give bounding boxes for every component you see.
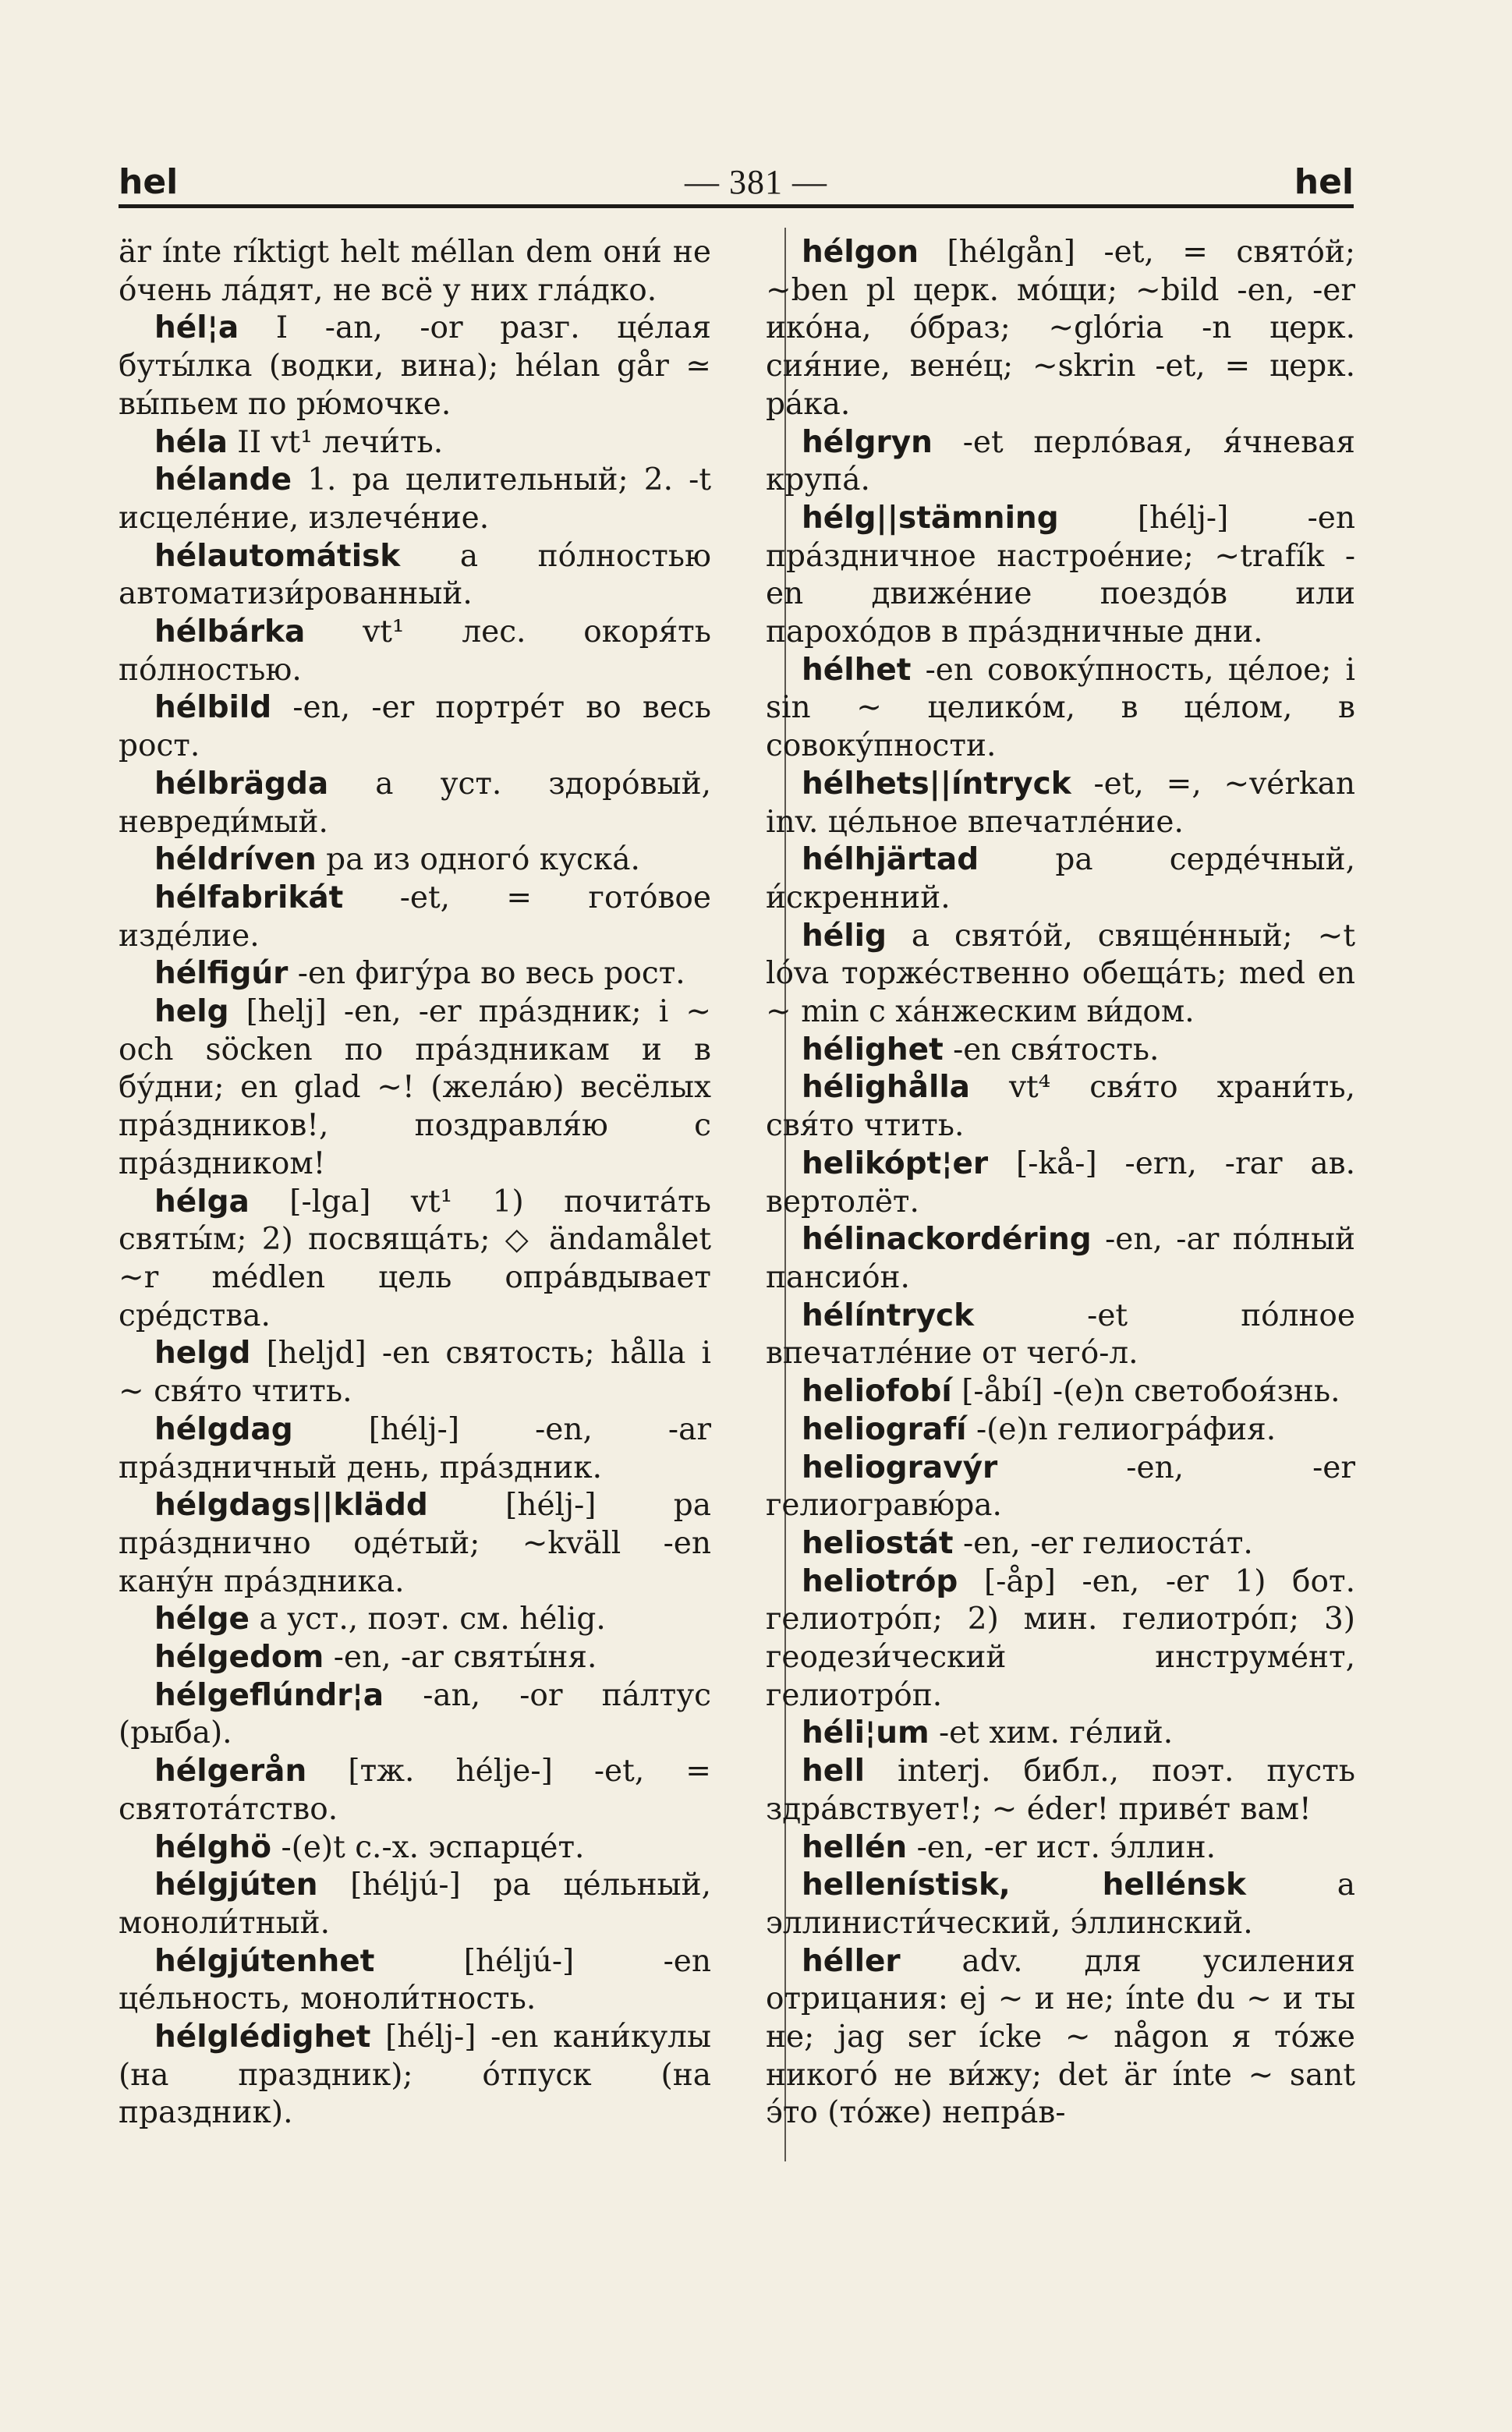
dictionary-entry	[766, 1563, 1355, 1715]
entry-headword: hélgryn	[802, 424, 933, 460]
entry-definition: är ínte ríktigt helt méllan dem они́ не о́чень ла́дят, не всё у них гла́дко.	[119, 235, 711, 308]
entry-definition: -en, -er портре́т во весь рост.	[119, 690, 711, 764]
dictionary-entry	[766, 1715, 1355, 1753]
dictionary-entry	[766, 1221, 1355, 1297]
dictionary-entry	[766, 424, 1355, 500]
entry-headword: heliofobí	[802, 1374, 952, 1410]
entry-headword: heliografí	[802, 1411, 967, 1447]
header-right-guideword: hel	[1294, 162, 1354, 202]
entry-headword: hell	[802, 1754, 865, 1789]
entry-definition: pa из одного́ куска́.	[316, 842, 640, 878]
entry-definition: [-åp] -en, -er 1) бот. гелиотро́п; 2) мин. гелиотро́п; 3) геодези́ческий инструме́нт, гелиотро́п.	[766, 1563, 1355, 1713]
header-rule	[119, 204, 1354, 208]
entry-headword: hélautomátisk	[154, 538, 401, 574]
dictionary-entry	[766, 1145, 1355, 1221]
entry-definition: -et по́лное впечатле́ние от чего́-л.	[766, 1297, 1355, 1372]
entry-headword: hélg||stämning	[802, 500, 1059, 536]
dictionary-entry	[766, 1032, 1355, 1070]
entry-definition: -en, -er гелиоста́т.	[953, 1525, 1253, 1561]
dictionary-entry	[119, 1829, 711, 1867]
dictionary-entry	[766, 1829, 1355, 1867]
entry-headword: hélfabrikát	[154, 880, 344, 915]
entry-headword: heliotróp	[802, 1563, 958, 1599]
dictionary-entry	[119, 1943, 711, 2019]
entry-definition: adv. для усиления отрицания: ej ~ и не; ínte du ~ и ты не; jag ser ícke ~ någon я то́же никого́ не ви́жу; det är ínte ~ sant э́то (то́же) непра́в-	[766, 1943, 1355, 2131]
entry-definition: [hélj-] pa пра́зднично оде́тый; ~kväll -en кану́н пра́здника.	[119, 1488, 711, 1599]
dictionary-entry	[119, 1867, 711, 1942]
entry-definition: [hélj-] -en, -ar пра́здничный день, пра́здник.	[119, 1411, 711, 1485]
entry-definition: [helj] -en, -er пра́здник; i ~ och söcken по пра́здникам и в бу́дни; en glad ~! (жела́ю) весёлых пра́здников!, поздравля́ю с пра́здником!	[119, 994, 711, 1181]
header-left-guideword: hel	[119, 162, 179, 202]
entry-definition: [heljd] -en святость; hålla i ~ свя́то чтить.	[119, 1336, 711, 1410]
entry-definition: II vt¹ лечи́ть.	[227, 424, 444, 460]
dictionary-entry	[766, 652, 1355, 766]
entry-headword: hélgedom	[154, 1640, 324, 1676]
entry-definition: vt⁴ свя́то храни́ть, свя́то чтить.	[766, 1070, 1355, 1144]
dictionary-entry	[119, 955, 711, 993]
entry-headword: hélhjärtad	[802, 842, 979, 878]
entry-definition: [héljú-] pa це́льный, моноли́тный.	[119, 1867, 711, 1941]
entry-headword: hélbárka	[154, 614, 306, 650]
dictionary-entry	[766, 1297, 1355, 1373]
dictionary-entry	[119, 462, 711, 537]
entry-definition: a уст. здоро́вый, невреди́мый.	[119, 766, 711, 840]
dictionary-entry	[119, 841, 711, 880]
dictionary-entry	[766, 1450, 1355, 1525]
dictionary-entry	[119, 1677, 711, 1753]
dictionary-entry	[766, 1753, 1355, 1828]
entry-headword: héla	[154, 424, 228, 460]
entry-headword: hélhets||íntryck	[802, 766, 1071, 802]
dictionary-entry	[119, 538, 711, 614]
dictionary-entry	[119, 614, 711, 689]
entry-definition: -en, -ar святы́ня.	[324, 1640, 597, 1676]
dictionary-entry	[119, 766, 711, 841]
dictionary-entry	[119, 424, 711, 462]
entry-headword: heliostát	[802, 1525, 954, 1561]
dictionary-entry	[766, 234, 1355, 424]
entry-definition: [-lga] vt¹ 1) почита́ть святы́м; 2) посвяща́ть; ◇ ändamålet ~r médlen цель опра́вдывает сре́дства.	[119, 1184, 711, 1333]
entry-headword: hélig	[802, 918, 887, 954]
entry-definition: interj. библ., поэт. пусть здра́вствует!; ~ éder! приве́т вам!	[766, 1754, 1355, 1827]
right-column	[766, 234, 1355, 2133]
dictionary-entry	[119, 1601, 711, 1639]
entry-headword: hellén	[802, 1829, 908, 1865]
dictionary-entry	[766, 766, 1355, 841]
entry-definition: [-kå-] -ern, -rar ав. вертолёт.	[766, 1145, 1355, 1220]
entry-headword: hélge	[154, 1602, 250, 1637]
entry-definition: [-åbí] -(e)n светобоя́знь.	[951, 1374, 1340, 1410]
entry-headword: hélgeflúndr¦a	[154, 1677, 384, 1713]
entry-definition: -en, -ar по́лный пансио́н.	[766, 1222, 1355, 1295]
entry-headword: hélhet	[802, 652, 912, 688]
entry-headword: heliogravýr	[802, 1450, 998, 1485]
entry-headword: hél¦a	[154, 310, 239, 346]
left-column	[119, 234, 711, 2133]
entry-headword: hélighet	[802, 1032, 944, 1067]
entry-headword: héli¦um	[802, 1715, 930, 1751]
entry-definition: pa серде́чный, и́скренний.	[766, 842, 1355, 915]
entry-definition: [hélgån] -et, = свято́й; ~ben pl церк. мо́щи; ~bild -en, -er ико́на, о́браз; ~glória -n церк. сия́ние, вене́ц; ~skrin -et, = церк. ра́ка.	[766, 235, 1355, 422]
dictionary-entry	[119, 2019, 711, 2133]
dictionary-entry	[119, 880, 711, 955]
entry-headword: hélíntryck	[802, 1297, 975, 1333]
entry-headword: hélglédighet	[154, 2020, 371, 2055]
entry-definition: I -an, -or разг. це́лая буты́лка (водки, вина); hélan går ≃ вы́пьем по рю́мочке.	[119, 310, 711, 422]
entry-definition: -et, = гото́вое изде́лие.	[119, 880, 711, 954]
dictionary-entry	[766, 1069, 1355, 1145]
entry-headword: hélgon	[802, 235, 919, 270]
entry-definition: [héljú-] -en це́льность, моноли́тность.	[119, 1943, 711, 2017]
entry-headword: hélighålla	[802, 1070, 971, 1106]
entry-headword: hélbrägda	[154, 766, 329, 802]
entry-definition: -en совоку́пность, це́лое; i sin ~ целико́м, в це́лом, в совоку́пности.	[766, 652, 1355, 764]
entry-definition: a эллинисти́ческий, э́ллинский.	[766, 1867, 1355, 1941]
entry-definition: 1. pa целительный; 2. -t исцеле́ние, излече́ние.	[119, 462, 711, 536]
dictionary-entry	[766, 1525, 1355, 1563]
entry-headword: hellenístisk, hellénsk	[802, 1867, 1246, 1903]
entry-definition: a уст., поэт. см. hélig.	[249, 1602, 606, 1637]
entry-definition: [hélj-] -en кани́кулы (на праздник); о́тпуск (на праздник).	[119, 2020, 711, 2131]
entry-definition: -(e)t с.-х. эспарце́т.	[271, 1829, 585, 1865]
entry-definition: a по́лностью автоматизи́рованный.	[119, 538, 711, 612]
entry-definition: a свято́й, свяще́нный; ~t lóva торже́ственно обеща́ть; med en ~ min с ха́нжеским ви́дом.	[766, 918, 1355, 1030]
entry-definition: -en фигу́ра во весь рост.	[288, 956, 685, 992]
entry-definition: vt¹ лес. окоря́ть по́лностью.	[119, 614, 711, 688]
entry-headword: hélfigúr	[154, 956, 289, 992]
entry-headword: hélgdags||klädd	[154, 1488, 428, 1524]
dictionary-entry	[119, 234, 711, 310]
dictionary-entry	[119, 1335, 711, 1411]
entry-headword: hélinackordéring	[802, 1222, 1092, 1258]
dictionary-entry	[766, 1943, 1355, 2133]
entry-definition: -en, -er гелиогравю́ра.	[766, 1450, 1355, 1524]
entry-headword: helikópt¦er	[802, 1145, 989, 1181]
entry-headword: hélghö	[154, 1829, 272, 1865]
dictionary-entry	[119, 1487, 711, 1601]
entry-definition: -en, -er ист. э́ллин.	[907, 1829, 1216, 1865]
dictionary-entry	[766, 1867, 1355, 1942]
entry-headword: hélgjútenhet	[154, 1943, 375, 1979]
entry-headword: hélande	[154, 462, 292, 498]
dictionary-entry	[766, 1411, 1355, 1450]
dictionary-entry	[119, 689, 711, 765]
entry-definition: -(e)n гелиогра́фия.	[966, 1411, 1277, 1447]
entry-definition: [hélj-] -en пра́здничное настрое́ние; ~trafík -en движе́ние поездо́в или парохо́дов в пра́здничные дни.	[766, 500, 1355, 650]
entry-headword: hélga	[154, 1184, 250, 1220]
page-number: — 381 —	[685, 163, 827, 201]
dictionary-entry	[119, 993, 711, 1184]
entry-headword: hélgdag	[154, 1411, 293, 1447]
entry-definition: -et, =, ~vérkan inv. це́льное впечатле́ние.	[766, 766, 1355, 840]
dictionary-entry	[766, 500, 1355, 652]
entry-headword: héller	[802, 1943, 901, 1979]
entry-headword: hélbild	[154, 690, 272, 726]
entry-headword: héldríven	[154, 842, 317, 878]
dictionary-entry	[766, 1373, 1355, 1411]
entry-definition: -et перло́вая, я́чневая крупа́.	[766, 424, 1355, 498]
entry-definition: -et хим. ге́лий.	[929, 1715, 1174, 1751]
dictionary-entry	[119, 310, 711, 423]
entry-headword: helgd	[154, 1336, 251, 1372]
entry-definition: [тж. hélje-] -et, = святота́тство.	[119, 1754, 711, 1827]
dictionary-entry	[766, 841, 1355, 917]
entry-definition: -en свя́тость.	[943, 1032, 1160, 1067]
dictionary-entry	[119, 1184, 711, 1336]
dictionary-entry	[119, 1753, 711, 1828]
entry-headword: hélgerån	[154, 1754, 307, 1789]
dictionary-entry	[119, 1411, 711, 1487]
dictionary-entry	[766, 918, 1355, 1032]
entry-headword: helg	[154, 994, 229, 1030]
entry-headword: hélgjúten	[154, 1867, 318, 1903]
entry-definition: -an, -or па́лтус (рыба).	[119, 1677, 711, 1751]
dictionary-entry	[119, 1639, 711, 1677]
